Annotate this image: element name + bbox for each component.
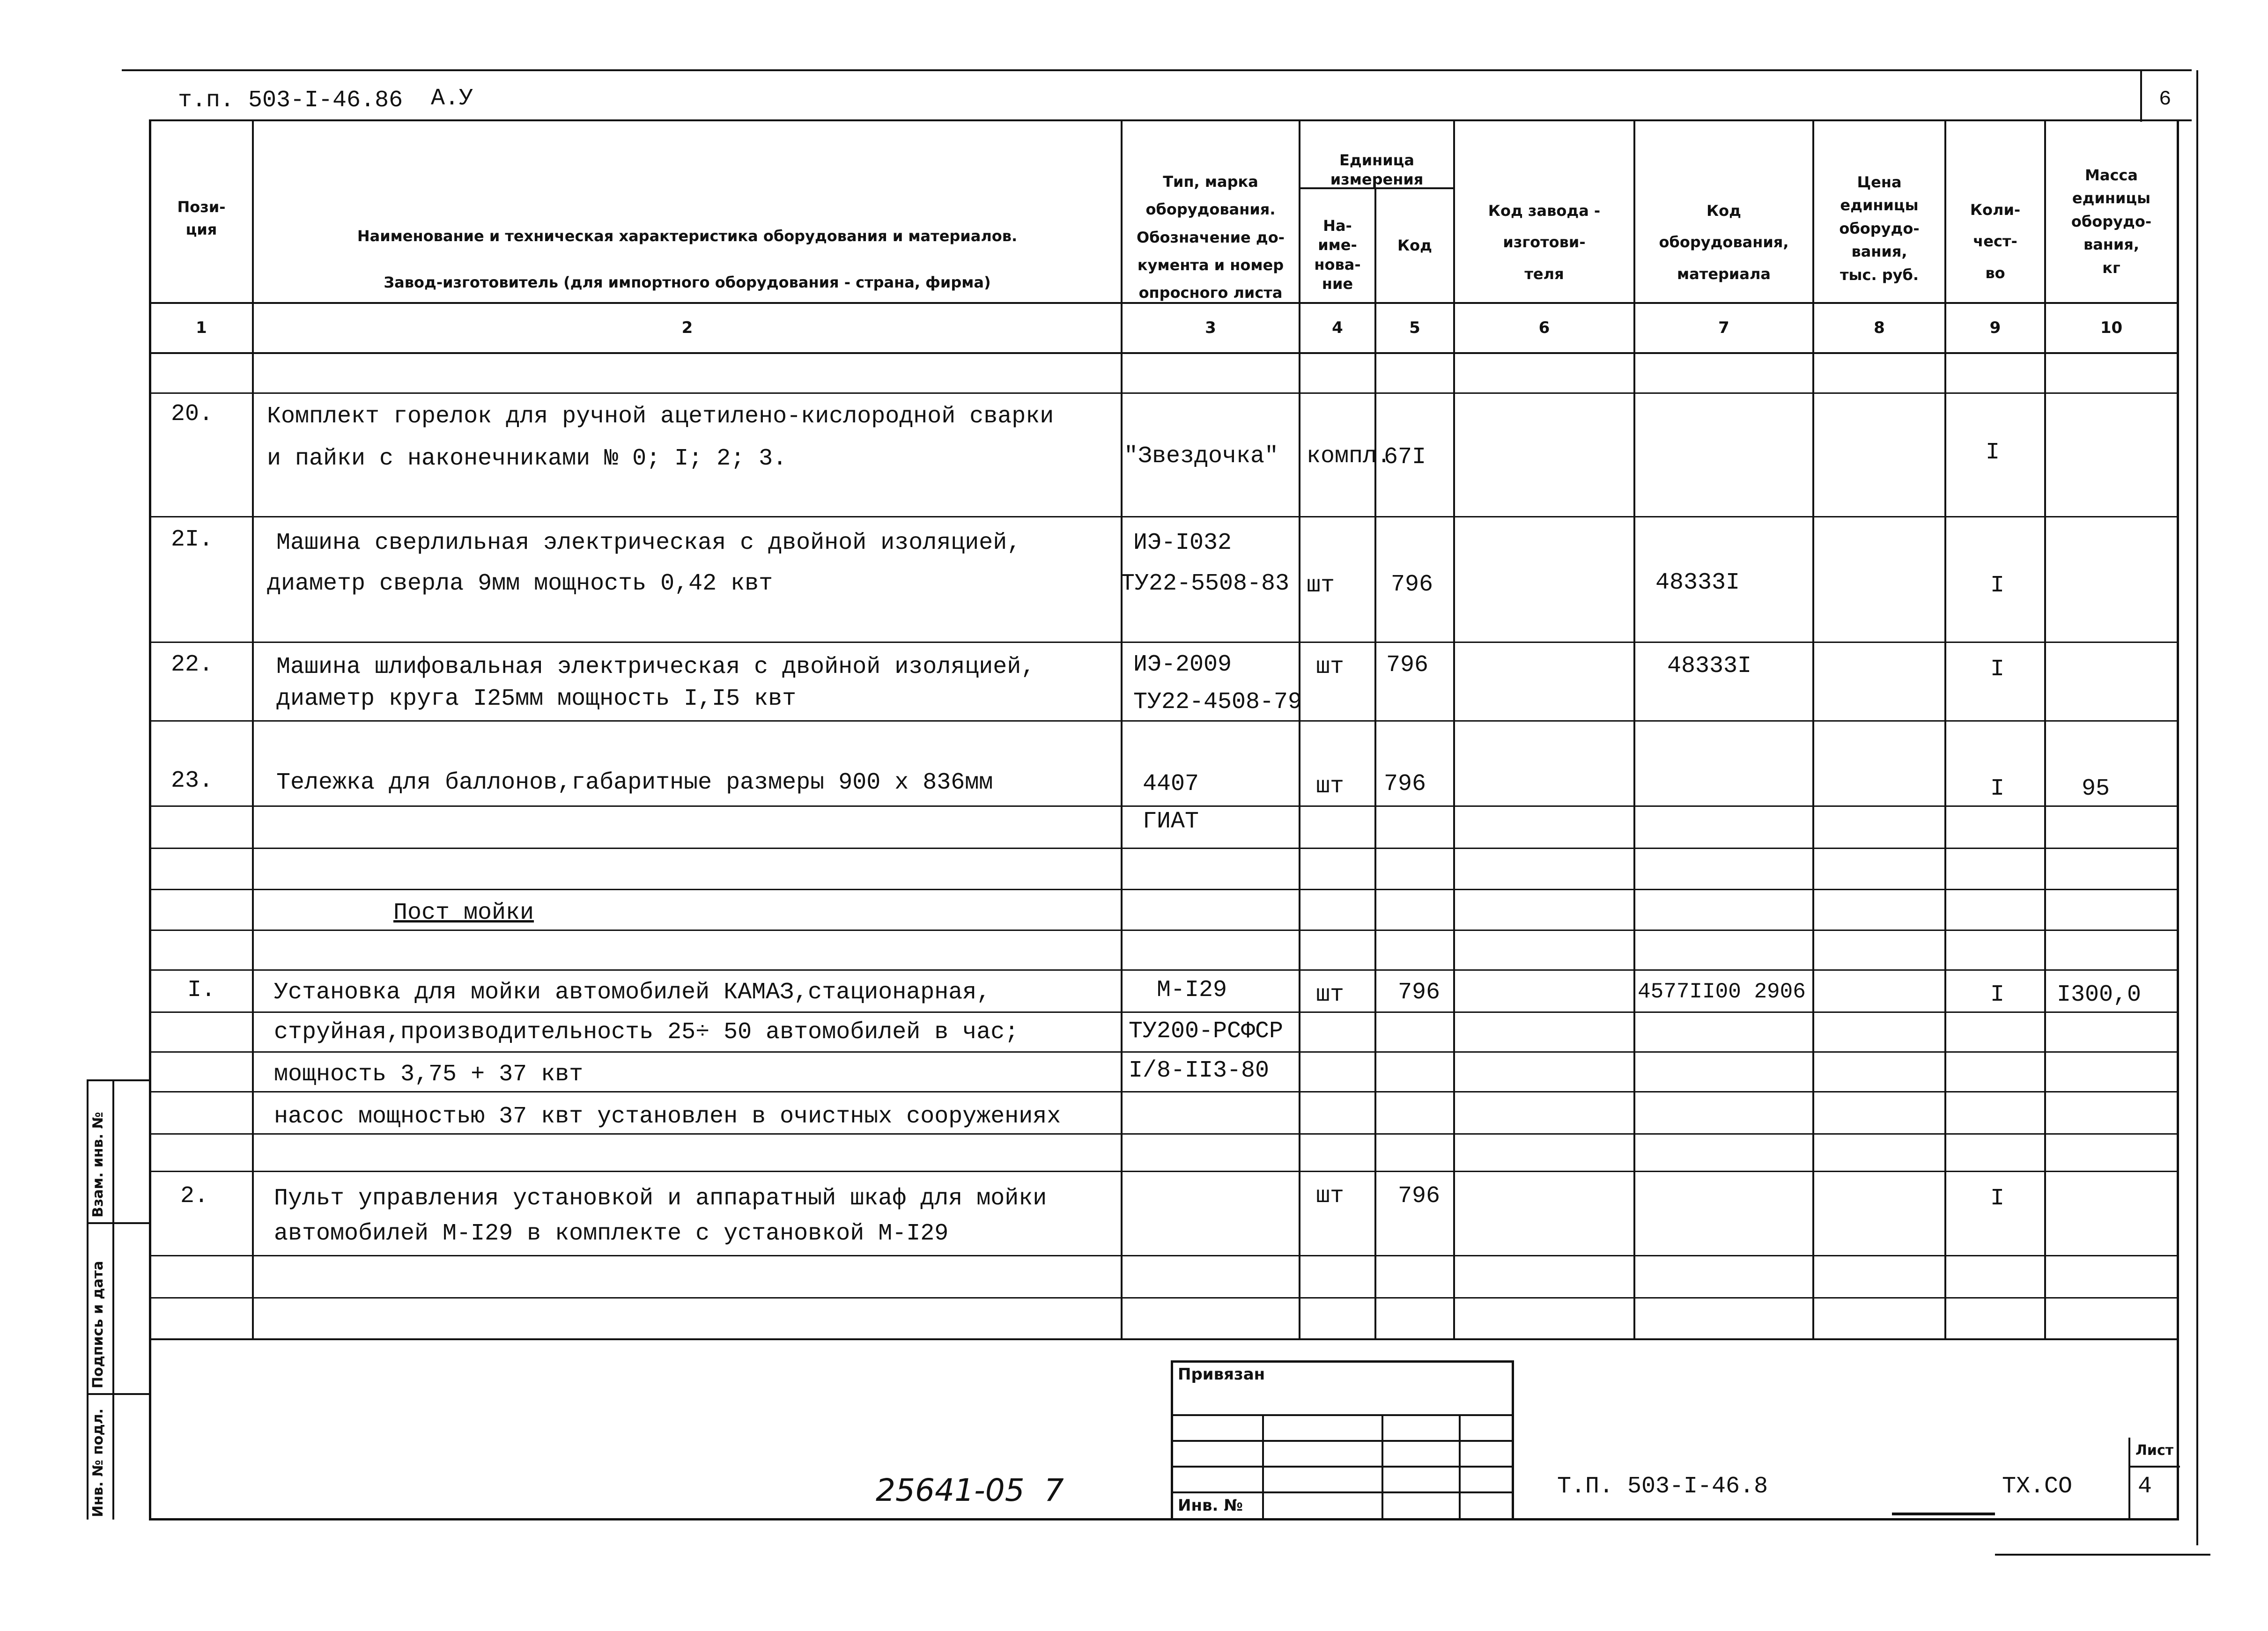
row-23-name: Тележка для баллонов,габаритные размеры 900 х 836мм <box>276 769 993 796</box>
wash-1-equip-code: 4577II00 2906 <box>1638 980 1806 1004</box>
col-header-unit-group: Единица измерения <box>1330 151 1424 189</box>
row-22-equip-code: 48333I <box>1667 653 1752 679</box>
wash-2-name: Пульт управления установкой и аппаратный шкаф для мойки <box>274 1185 1047 1212</box>
row-23-position: 23. <box>171 768 214 794</box>
frame-bottom <box>149 1518 2179 1520</box>
wash-1-code: 796 <box>1398 979 1441 1006</box>
wash-1-name: Установка для мойки автомобилей КАМАЗ,стационарная, <box>274 979 991 1006</box>
row-line <box>149 516 2179 517</box>
colnum-bottom-line <box>149 352 2179 354</box>
page-number-box-left <box>2140 70 2142 122</box>
row-22-name-cont: диаметр круга I25мм мощность I,I5 квт <box>276 686 797 712</box>
table-end-line <box>149 1338 2179 1340</box>
row-line <box>149 1133 2179 1135</box>
sheet-box-left <box>2128 1438 2130 1520</box>
col-header-type: Тип, марка оборудования. Обозначение до- кумента и номер опросного листа <box>1137 173 1285 302</box>
row-line <box>149 930 2179 931</box>
row-21-name: Машина сверлильная электрическая с двойной изоляцией, <box>276 530 1021 556</box>
row-23-type: 4407 <box>1143 771 1199 797</box>
col-header-price: Цена единицы оборудо- вания, тыс. руб. <box>1839 173 1920 284</box>
footer-mark: ТХ.СО <box>2002 1473 2073 1500</box>
row-line <box>149 1255 2179 1256</box>
col-header-name: Наименование и техническая характеристика оборудования и материалов. Завод-изготовитель (для импортного оборудования - страна, фирма) <box>357 227 1018 292</box>
row-22-code: 796 <box>1386 652 1429 679</box>
sheet-number: 4 <box>2138 1473 2152 1500</box>
col-header-factory-code: Код завода - изготови- теля <box>1488 202 1601 283</box>
row-20-unit: компл. <box>1307 443 1391 470</box>
page-number: 6 <box>2159 88 2172 111</box>
row-22-type: ИЭ-2009 <box>1133 651 1232 678</box>
row-21-type-cont: ТУ22-5508-83 <box>1121 570 1290 597</box>
col-header-position: Пози- ция <box>177 198 226 238</box>
header-doc-code: т.п. 503-I-46.86 <box>178 87 403 114</box>
wash-2-position: 2. <box>180 1183 209 1210</box>
wash-2-name-cont: автомобилей М-I29 в комплекте с установкой М-I29 <box>274 1220 949 1247</box>
row-21-equip-code: 48333I <box>1655 569 1740 596</box>
wash-1-type-line2: ТУ200-РСФСР <box>1129 1018 1284 1045</box>
sheet-box-divider <box>2128 1466 2180 1468</box>
row-line <box>149 720 2179 722</box>
row-21-position: 2I. <box>171 526 214 553</box>
side-stamp-top <box>87 1079 150 1081</box>
row-line <box>149 1051 2179 1053</box>
row-line <box>149 1011 2179 1013</box>
row-21-name-cont: диаметр сверла 9мм мощность 0,42 квт <box>267 570 773 597</box>
row-21-code: 796 <box>1391 571 1433 598</box>
col-line-4 <box>1374 187 1376 1339</box>
scan-edge-line <box>1995 1554 2210 1556</box>
privyazan-label: Привязан <box>1178 1365 1265 1384</box>
wash-2-qty: I <box>1990 1185 2005 1212</box>
page-number-box-right <box>2196 70 2198 1545</box>
row-line <box>149 1297 2179 1299</box>
row-20-qty: I <box>1986 439 2000 466</box>
privyazan-row-2 <box>1171 1440 1513 1442</box>
wash-1-unit: шт <box>1316 982 1345 1008</box>
row-line <box>149 642 2179 643</box>
row-line <box>149 805 2179 807</box>
wash-1-position: I. <box>187 977 216 1004</box>
row-line <box>149 392 2179 394</box>
wash-2-unit: шт <box>1316 1183 1345 1210</box>
scan-edge-line-2 <box>1892 1513 1995 1515</box>
row-21-type: ИЭ-I032 <box>1133 530 1232 556</box>
col-num-5: 5 <box>1409 318 1420 337</box>
row-20-name: Комплект горелок для ручной ацетилено-кислородной сварки <box>267 403 1054 430</box>
row-23-mass: 95 <box>2082 775 2110 802</box>
wash-1-name-line4: насос мощностью 37 квт установлен в очистных сооружениях <box>274 1103 1061 1130</box>
col-header-unit-name: На- име- нова- ние <box>1314 216 1361 293</box>
section-heading-post-moiki: Пост мойки <box>393 900 534 926</box>
wash-1-mass: I300,0 <box>2057 982 2142 1008</box>
col-num-3: 3 <box>1205 318 1216 337</box>
col-num-7: 7 <box>1718 318 1729 337</box>
wash-1-name-line2: струйная,производительность 25÷ 50 автомобилей в час; <box>274 1019 1019 1046</box>
col-num-10: 10 <box>2100 318 2123 337</box>
inv-no-label: Инв. № <box>1178 1496 1243 1515</box>
row-23-type-cont: ГИАТ <box>1143 808 1199 835</box>
row-20-name-cont: и пайки с наконечниками № 0; I; 2; 3. <box>267 445 787 472</box>
row-22-type-cont: ТУ22-4508-79 <box>1133 689 1302 716</box>
privyazan-row-4 <box>1171 1491 1513 1493</box>
privyazan-box-top <box>1171 1360 1513 1363</box>
row-line <box>149 889 2179 890</box>
row-22-name: Машина шлифовальная электрическая с двойной изоляцией, <box>276 654 1035 680</box>
row-20-code: 67I <box>1384 444 1426 471</box>
wash-1-type: М-I29 <box>1157 977 1227 1004</box>
row-line <box>149 848 2179 849</box>
row-23-code: 796 <box>1384 771 1426 797</box>
privyazan-col-3 <box>1459 1414 1461 1520</box>
header-under-line <box>150 119 2192 121</box>
side-stamp-left <box>87 1079 89 1520</box>
side-stamp-divider <box>112 1079 114 1520</box>
row-21-qty: I <box>1990 572 2005 599</box>
sheet-label: Лист <box>2135 1442 2174 1459</box>
col-header-mass: Масса единицы оборудо- вания, кг <box>2071 166 2152 277</box>
wash-1-qty: I <box>1990 982 2005 1008</box>
row-23-qty: I <box>1990 775 2005 802</box>
footer-doc-code: Т.П. 503-I-46.8 <box>1557 1473 1768 1500</box>
col-num-4: 4 <box>1332 318 1343 337</box>
col-num-9: 9 <box>1989 318 2001 337</box>
row-20-position: 20. <box>171 401 214 428</box>
row-22-qty: I <box>1990 656 2005 683</box>
header-album: А.У <box>431 85 473 112</box>
row-line <box>149 969 2179 971</box>
privyazan-row-1 <box>1171 1414 1513 1416</box>
side-stamp-podpis: Подпись и дата <box>90 1261 106 1388</box>
side-stamp-split-1 <box>87 1222 150 1224</box>
wash-1-type-line3: I/8-II3-80 <box>1129 1057 1270 1084</box>
side-stamp-split-2 <box>87 1393 150 1395</box>
privyazan-row-3 <box>1171 1466 1513 1468</box>
handwritten-number: 25641-05 7 <box>876 1472 1064 1508</box>
col-header-qty: Коли- чест- во <box>1970 201 2021 282</box>
row-line <box>149 1171 2179 1172</box>
wash-2-code: 796 <box>1398 1183 1441 1210</box>
row-20-type: "Звездочка" <box>1124 443 1279 470</box>
row-22-unit: шт <box>1316 654 1345 680</box>
row-21-unit: шт <box>1307 572 1335 599</box>
row-line <box>149 1091 2179 1092</box>
privyazan-col-1 <box>1262 1414 1264 1520</box>
col-header-unit-code: Код <box>1397 236 1432 254</box>
side-stamp-vzam: Взам. инв. № <box>90 1112 106 1218</box>
col-header-equip-code: Код оборудования, материала <box>1659 202 1789 283</box>
col-num-6: 6 <box>1538 318 1550 337</box>
col-num-2: 2 <box>681 318 693 337</box>
frame-right <box>2177 119 2179 1520</box>
wash-1-name-line3: мощность 3,75 + 37 квт <box>274 1061 584 1088</box>
row-22-position: 22. <box>171 651 214 678</box>
row-23-unit: шт <box>1316 773 1345 800</box>
top-border <box>122 69 2192 71</box>
privyazan-col-2 <box>1381 1414 1383 1520</box>
col-num-1: 1 <box>196 318 207 337</box>
side-stamp-inv: Инв. № подл. <box>90 1408 106 1517</box>
col-num-8: 8 <box>1874 318 1885 337</box>
